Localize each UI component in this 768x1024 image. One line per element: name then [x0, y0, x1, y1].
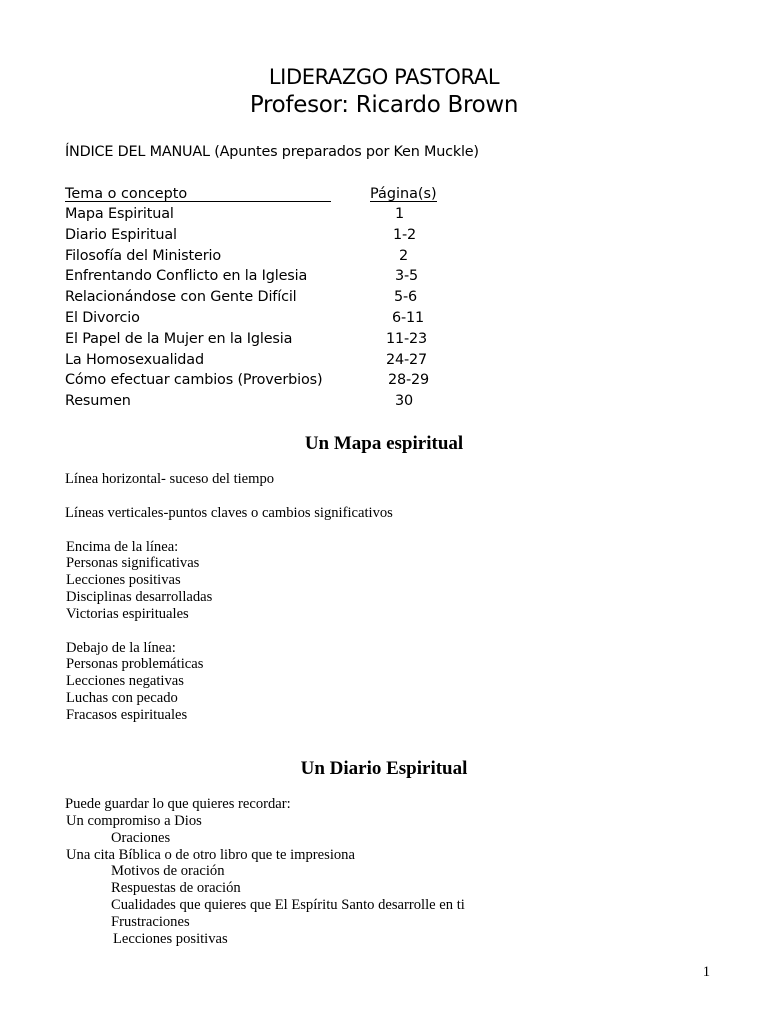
toc-pages: 24-27	[386, 351, 428, 368]
toc-row	[65, 246, 485, 267]
diario-item: Un compromiso a Dios	[66, 813, 202, 829]
mapa-below-heading: Debajo de la línea:	[66, 640, 176, 656]
toc-topic: Relacionándose con Gente Difícil	[65, 289, 297, 306]
section-title-diario: Un Diario Espiritual	[300, 758, 468, 779]
diario-subitem: Oraciones	[111, 830, 171, 846]
section-title-mapa: Un Mapa espiritual	[304, 433, 464, 454]
toc-row	[65, 391, 485, 412]
toc-row	[65, 204, 485, 225]
toc-topic: El Divorcio	[65, 309, 140, 326]
mapa-above-item: Victorias espirituales	[66, 606, 189, 622]
toc-header	[65, 184, 465, 204]
toc-column-topic: Tema o concepto	[65, 184, 331, 202]
toc-topic: El Papel de la Mujer en la Iglesia	[65, 330, 293, 347]
toc-topic: Cómo efectuar cambios (Proverbios)	[65, 372, 323, 389]
toc-row	[65, 350, 485, 371]
index-heading: ÍNDICE DEL MANUAL (Apuntes preparados por Ken Muckle)	[65, 144, 479, 160]
toc-row	[65, 225, 485, 246]
page-number: 1	[702, 964, 710, 980]
toc-pages: 28-29	[388, 372, 430, 389]
diario-subitem: Lecciones positivas	[113, 931, 228, 947]
toc-pages: 11-23	[386, 330, 428, 347]
toc-row	[65, 329, 485, 350]
toc-topic: Enfrentando Conflicto en la Iglesia	[65, 268, 308, 285]
toc-row	[65, 370, 485, 391]
professor-line: Profesor: Ricardo Brown	[249, 92, 519, 118]
toc-pages: 1	[395, 206, 405, 222]
mapa-below-item: Luchas con pecado	[66, 690, 178, 706]
toc-pages: 5-6	[394, 289, 418, 306]
toc-pages: 30	[395, 393, 414, 410]
mapa-above-item: Lecciones positivas	[66, 572, 181, 588]
toc-pages: 3-5	[395, 268, 419, 285]
diario-intro: Puede guardar lo que quieres recordar:	[65, 796, 291, 812]
toc-column-pages: Página(s)	[370, 186, 437, 202]
mapa-line-horizontal: Línea horizontal- suceso del tiempo	[65, 471, 275, 487]
document-title: LIDERAZGO PASTORAL	[268, 65, 500, 89]
toc-topic: Diario Espiritual	[65, 226, 177, 243]
diario-subitem: Frustraciones	[111, 914, 190, 930]
toc-topic: La Homosexualidad	[65, 351, 204, 368]
toc-topic: Mapa Espiritual	[65, 206, 174, 222]
mapa-below-item: Fracasos espirituales	[66, 707, 188, 723]
mapa-above-item: Disciplinas desarrolladas	[66, 589, 213, 605]
toc-row	[65, 308, 485, 329]
mapa-above-heading: Encima de la línea:	[66, 539, 179, 555]
toc-pages: 1-2	[393, 226, 417, 243]
mapa-above-item: Personas significativas	[66, 555, 200, 571]
toc-topic: Filosofía del Ministerio	[65, 247, 221, 264]
diario-subitem: Respuestas de oración	[111, 880, 241, 896]
toc-pages: 2	[399, 247, 409, 264]
toc-row	[65, 287, 485, 308]
toc-topic: Resumen	[65, 393, 131, 410]
toc-list	[65, 204, 485, 412]
diario-subitem: Cualidades que quieres que El Espíritu Santo desarrolle en ti	[111, 897, 465, 913]
diario-item: Una cita Bíblica o de otro libro que te impresiona	[66, 847, 355, 863]
diario-subitem: Motivos de oración	[111, 863, 225, 879]
toc-pages: 6-11	[392, 309, 425, 326]
toc-row	[65, 266, 485, 287]
mapa-line-vertical: Líneas verticales-puntos claves o cambios significativos	[65, 505, 393, 521]
mapa-below-item: Personas problemáticas	[66, 656, 204, 672]
mapa-below-item: Lecciones negativas	[66, 673, 184, 689]
